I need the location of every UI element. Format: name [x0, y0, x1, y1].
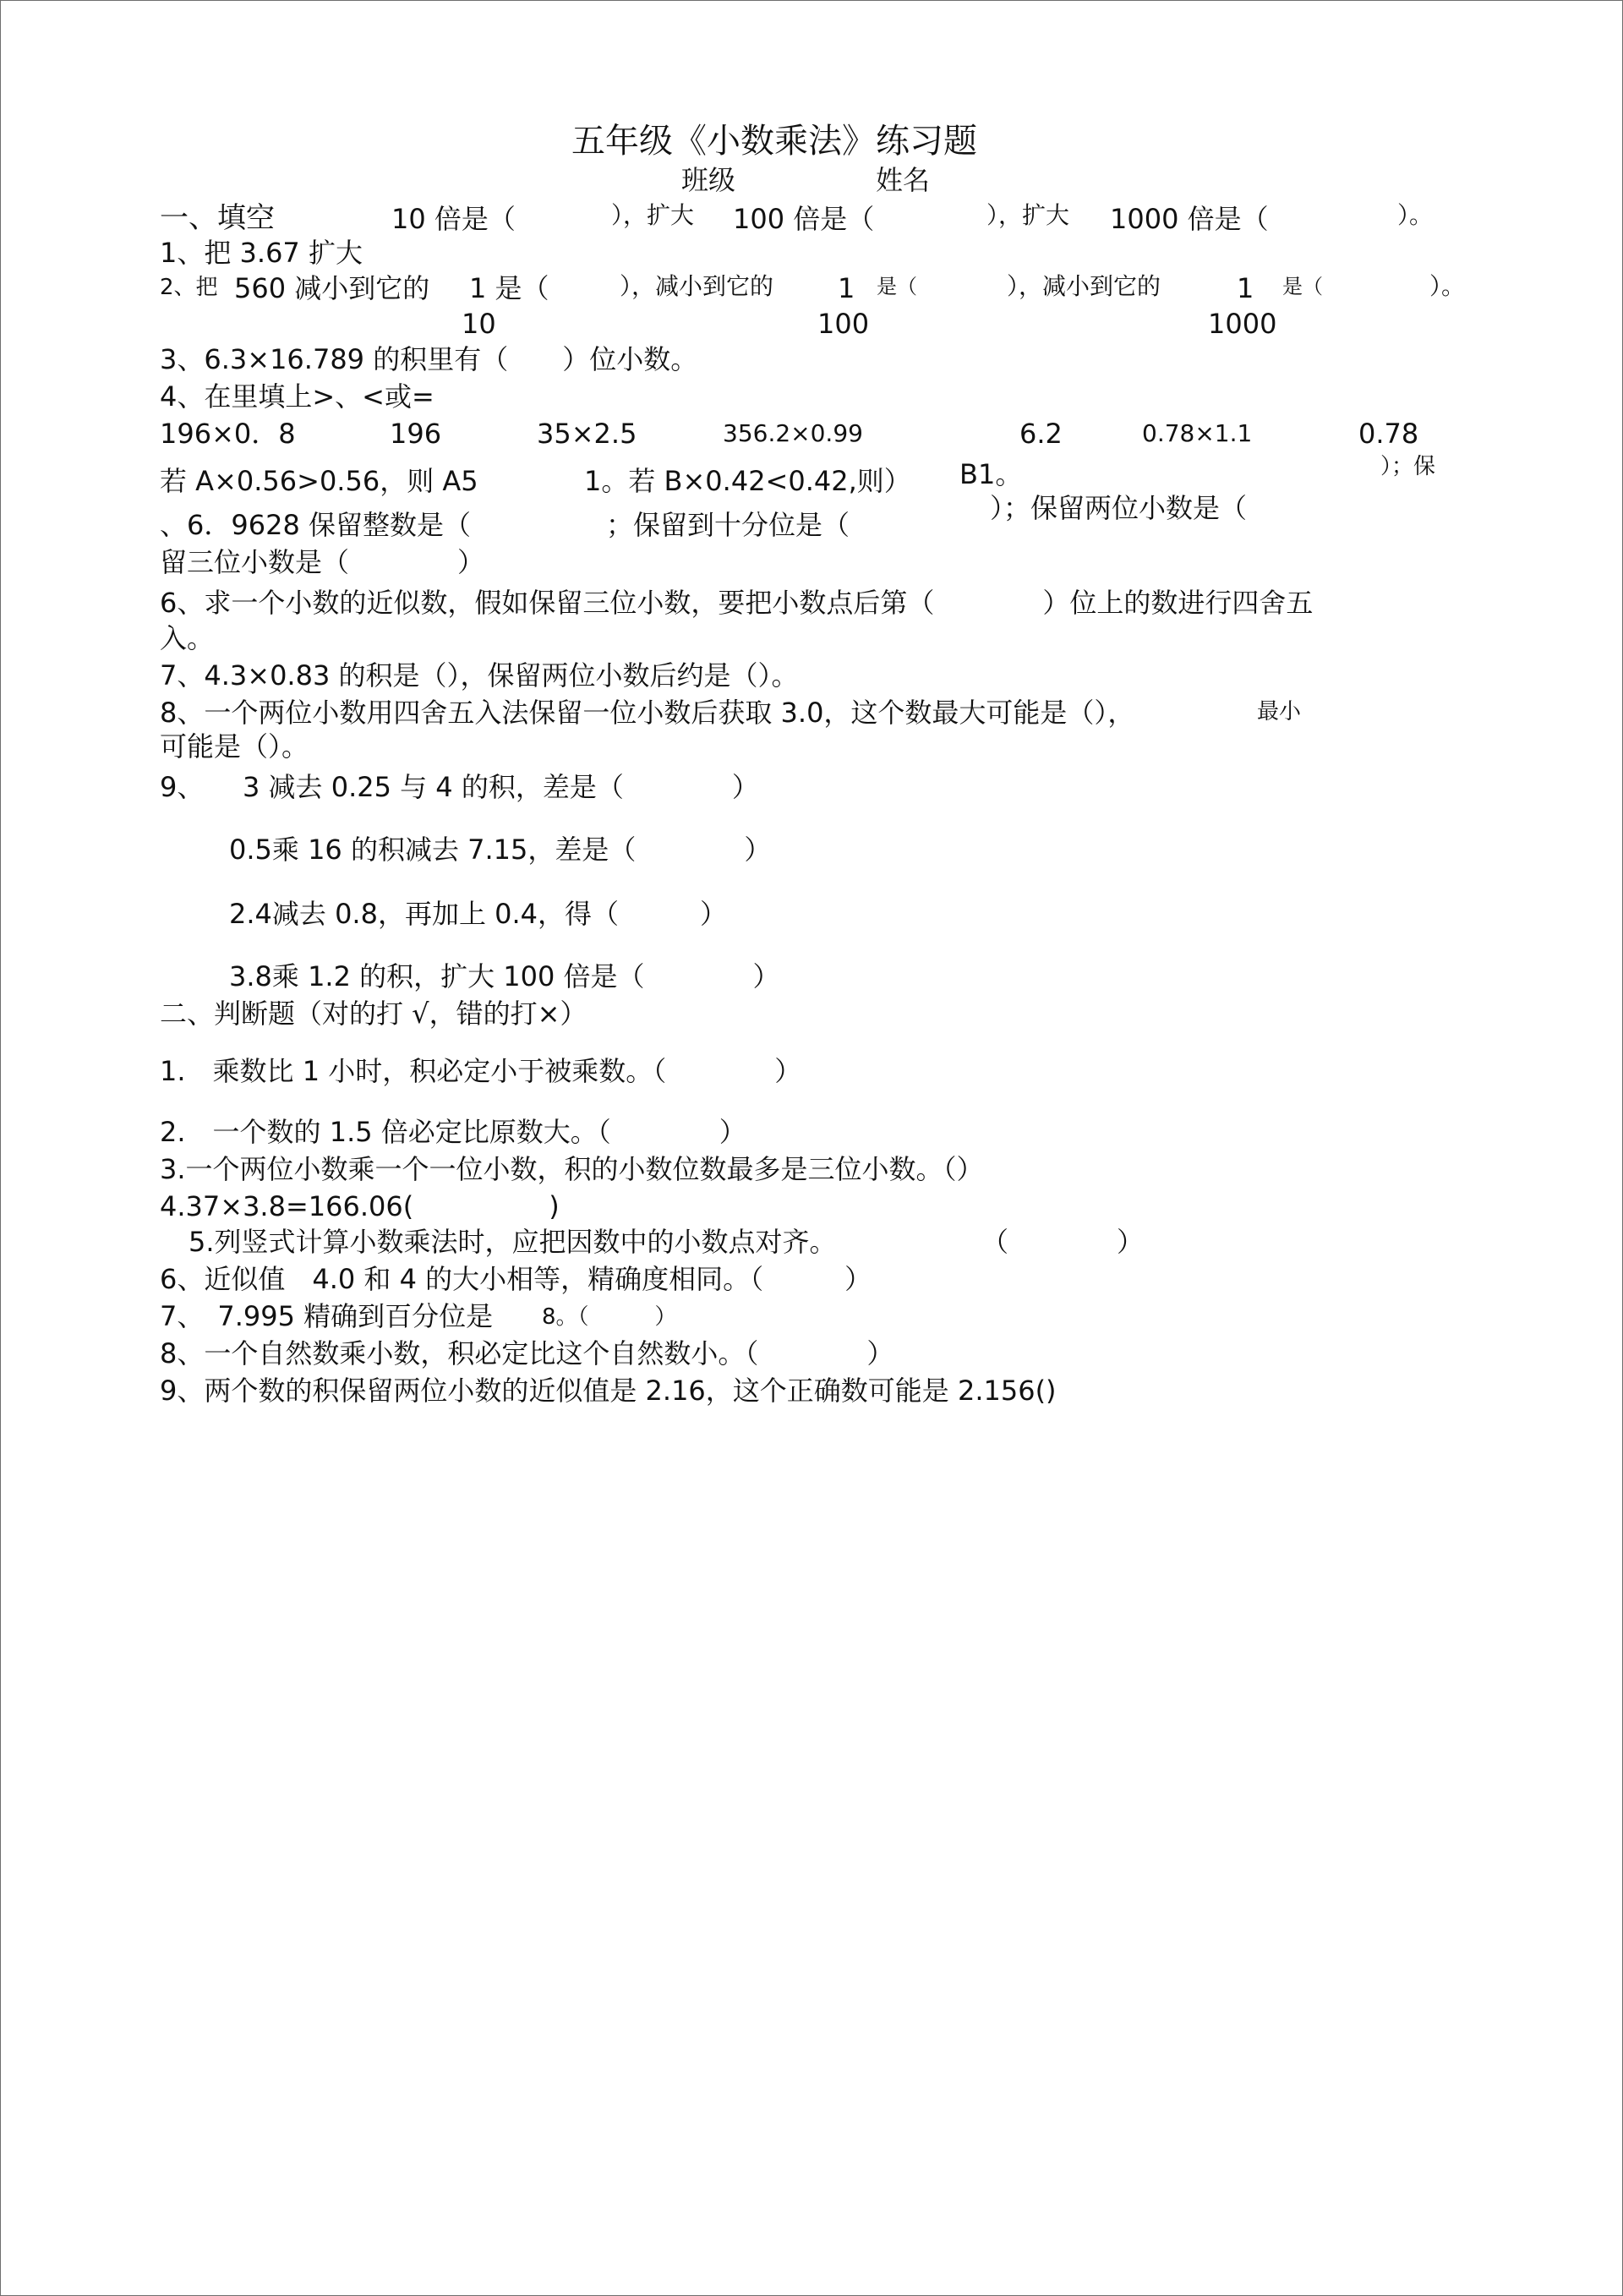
- q8-small-text: 最小: [1257, 699, 1302, 724]
- q2-shi2: 是（: [877, 275, 917, 298]
- q9-label: 9、: [160, 771, 205, 803]
- q6-line1: 6、求一个小数的近似数，假如保留三位小数，要把小数点后第（ ）位上的数进行四舍五: [160, 587, 1314, 619]
- q4-compare1-right: 196: [390, 418, 442, 450]
- q1-blank-c: 1000 倍是（: [1110, 203, 1269, 235]
- q7-text: 7、4.3×0.83 的积是（），保留两位小数后约是（）。: [160, 659, 799, 692]
- judge-item-5-paren: （ ）: [981, 1226, 1145, 1258]
- q4-row2-part2: 1。若 B×0.42<0.42,则）: [584, 465, 911, 497]
- q2-end: ）。: [1429, 272, 1466, 300]
- q2-fraction3-numerator: 1: [1237, 272, 1254, 304]
- q1-blank-b-close: ），扩大: [986, 201, 1070, 229]
- judge-item-6: 6、近似值 4.0 和 4 的大小相等，精确度相同。（ ）: [160, 1263, 872, 1295]
- q9-part-c: 2.4减去 0.8，再加上 0.4，得（ ）: [229, 898, 728, 930]
- q4-compare2-left: 35×2.5: [537, 418, 637, 450]
- q5-lead: 、6．9628 保留整数是（: [160, 509, 471, 541]
- q4-compare3-right: 0.78: [1358, 418, 1419, 450]
- q9-part-b: 0.5乘 16 的积减去 7.15，差是（ ）: [229, 834, 772, 866]
- judge-item-7-tail: 8。（ ）: [542, 1304, 677, 1330]
- q1-blank-c-close: ）。: [1397, 201, 1434, 229]
- q1-blank-a: 10 倍是（: [391, 203, 516, 235]
- judge-item-1: 1. 乘数比 1 小时，积必定小于被乘数。（ ）: [160, 1055, 802, 1087]
- q2-middle1: ），减小到它的: [620, 272, 774, 300]
- q5-two-decimals: ）；保留两位小数是（: [990, 492, 1248, 524]
- class-label: 班级: [681, 164, 736, 196]
- q5-continuation: 留三位小数是（ ）: [160, 546, 485, 578]
- judge-item-8: 8、一个自然数乘小数，积必定比这个自然数小。（ ）: [160, 1337, 894, 1369]
- q2-number: 560 减小到它的: [234, 272, 430, 304]
- q2-fraction2-denominator: 100: [817, 308, 870, 340]
- q5-middle: ；保留到十分位是（: [606, 509, 850, 541]
- q4-compare1-left: 196×0．8: [160, 418, 296, 450]
- q2-fraction2-numerator: 1: [838, 272, 855, 304]
- q6-line2: 入。: [160, 622, 215, 654]
- judge-item-4: 4.37×3.8=166.06( ): [160, 1190, 560, 1222]
- section1-heading: 一、填空: [160, 201, 275, 235]
- q4-lead: 4、在里填上>、<或=: [160, 380, 434, 413]
- q2-fraction1-denominator: 10: [462, 308, 496, 340]
- q4-row2-part1: 若 A×0.56>0.56，则 A5: [160, 465, 478, 497]
- page-title: 五年级《小数乘法》练习题: [571, 122, 977, 161]
- q8-line2: 可能是（）。: [160, 730, 309, 763]
- q9-part-d: 3.8乘 1.2 的积，扩大 100 倍是（ ）: [229, 960, 780, 992]
- judge-item-3: 3.一个两位小数乘一个一位小数，积的小数位数最多是三位小数。（）: [160, 1153, 984, 1185]
- q1-lead: 1、把 3.67 扩大: [160, 237, 363, 269]
- q4-compare3-mid: 0.78×1.1: [1142, 419, 1253, 447]
- name-label: 姓名: [876, 164, 931, 196]
- q4-compare3-left: 6.2: [1019, 418, 1063, 450]
- section2-heading: 二、判断题（对的打 √，错的打×）: [160, 998, 587, 1030]
- q1-blank-a-close: ），扩大: [611, 201, 695, 229]
- q4-compare2-right: 356.2×0.99: [723, 419, 863, 447]
- q1-blank-b: 100 倍是（: [733, 203, 875, 235]
- q2-fraction1-numerator: 1 是（: [469, 272, 549, 304]
- judge-item-7: 7、 7.995 精确到百分位是: [160, 1300, 494, 1332]
- q2-lead: 2、把: [160, 275, 218, 300]
- q3-text: 3、6.3×16.789 的积里有（ ）位小数。: [160, 343, 698, 375]
- judge-item-2: 2. 一个数的 1.5 倍必定比原数大。（ ）: [160, 1116, 746, 1148]
- q2-fraction3-denominator: 1000: [1208, 308, 1277, 340]
- q2-shi3: 是（: [1282, 275, 1323, 298]
- q8-line1: 8、一个两位小数用四舍五入法保留一位小数后获取 3.0，这个数最大可能是（），: [160, 697, 1135, 729]
- q4-row2-part3: B1。: [959, 458, 1023, 490]
- judge-item-9: 9、两个数的积保留两位小数的近似值是 2.16，这个正确数可能是 2.156(): [160, 1375, 1057, 1407]
- judge-item-5: 5.列竖式计算小数乘法时，应把因数中的小数点对齐。: [189, 1226, 837, 1258]
- q5-right-fragment: ）；保: [1380, 454, 1436, 479]
- q2-middle2: ），减小到它的: [1007, 272, 1161, 300]
- q9-part-a: 3 减去 0.25 与 4 的积，差是（ ）: [243, 771, 759, 803]
